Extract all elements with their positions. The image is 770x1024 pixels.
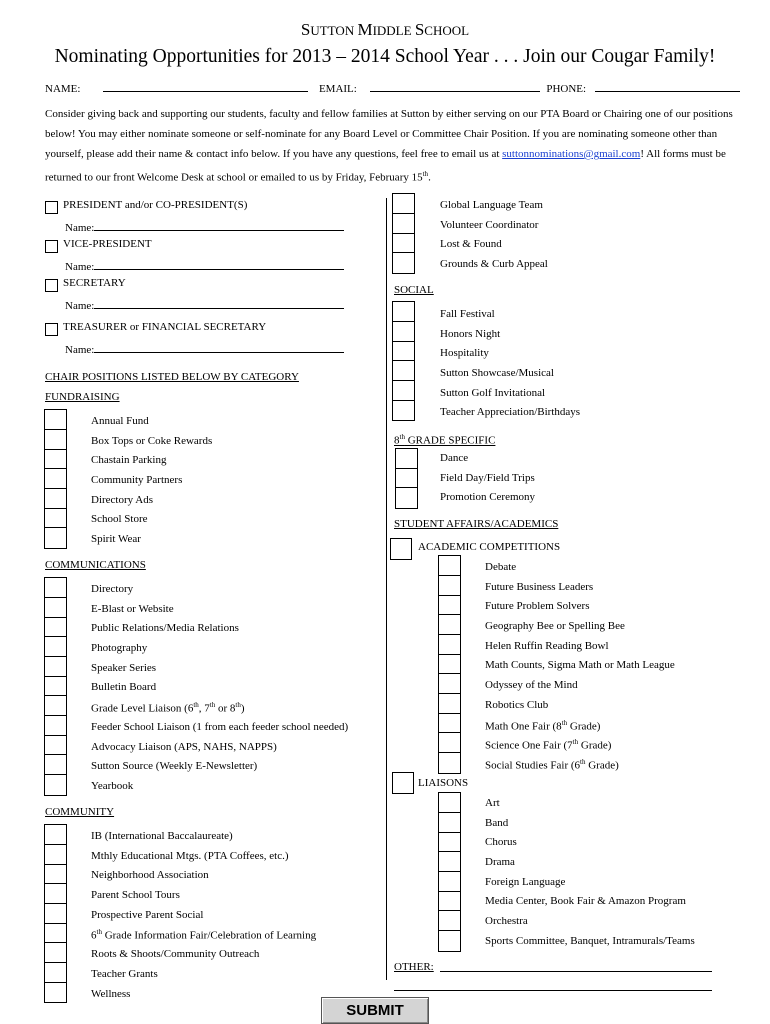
name-field-label: Name:: [65, 222, 95, 234]
list-item: Feeder School Liaison (1 from each feeder school needed): [91, 720, 349, 733]
list-item: Directory: [91, 583, 134, 595]
column-divider: [386, 198, 387, 980]
list-item: Art: [485, 797, 500, 809]
list-item: Box Tops or Coke Rewards: [91, 434, 213, 447]
school-title-part: S: [414, 20, 425, 39]
eighth-grade-heading: [394, 433, 495, 447]
list-item: Wellness: [91, 987, 131, 1000]
liaisons-label: LIAISONS: [418, 777, 469, 789]
eighth-grade-list: [440, 452, 535, 511]
community-list: [91, 830, 316, 1007]
list-item: Robotics Club: [485, 698, 549, 711]
communications-checkbox-column[interactable]: [44, 577, 67, 796]
liaisons-checkbox[interactable]: [392, 772, 414, 794]
list-item: Global Language Team: [440, 199, 543, 211]
list-item: Annual Fund: [91, 415, 149, 427]
list-item: Grounds & Curb Appeal: [440, 258, 548, 271]
vice-president-checkbox[interactable]: [45, 240, 58, 253]
list-item: Public Relations/Media Relations: [91, 622, 239, 635]
list-item: Debate: [485, 561, 517, 573]
list-item: Teacher Appreciation/Birthdays: [440, 406, 581, 419]
list-item: Community Partners: [91, 474, 183, 487]
president-label: PRESIDENT and/or CO-PRESIDENT(S): [63, 199, 248, 211]
list-item: Math Counts, Sigma Math or Math League: [485, 659, 675, 672]
treasurer-label: TREASURER or FINANCIAL SECRETARY: [63, 321, 267, 333]
communications-heading: COMMUNICATIONS: [45, 559, 146, 571]
grade-liaison-text: Grade Level Liaison (6: [91, 702, 194, 715]
list-item: Foreign Language: [485, 875, 566, 888]
competitions-checkbox-column[interactable]: [438, 555, 461, 774]
school-title-part: S: [300, 20, 311, 39]
list-item: Geography Bee or Spelling Bee: [485, 620, 625, 633]
secretary-checkbox[interactable]: [45, 279, 58, 292]
list-item: Parent School Tours: [91, 889, 180, 902]
submit-button[interactable]: SUBMIT: [321, 997, 429, 1024]
list-item: IB (International Baccalaureate): [91, 830, 233, 842]
grade-liaison-sup: th: [193, 701, 199, 710]
vice-president-name-field[interactable]: [65, 258, 344, 273]
grade-liaison-text: ): [240, 702, 245, 715]
list-item: Lost & Found: [440, 238, 502, 251]
list-item: Advocacy Liaison (APS, NAHS, NAPPS): [91, 740, 277, 753]
list-item: Prospective Parent Social: [91, 908, 204, 921]
school-title: [0, 20, 770, 40]
secretary-label: SECRETARY: [63, 277, 126, 289]
name-label: NAME:: [45, 83, 81, 95]
intro-deadline-sup: th: [422, 170, 429, 178]
list-item: Media Center, Book Fair & Amazon Program: [485, 895, 686, 908]
grade-liaison-text: or 8: [215, 702, 236, 715]
intro-paragraph: [45, 104, 735, 188]
list-item: Chorus: [485, 836, 517, 849]
form-subtitle: Nominating Opportunities for 2013 – 2014 School Year . . . Join our Cougar Family!: [54, 46, 716, 67]
fair-text: Grade): [567, 720, 601, 733]
fair-text: Grade): [585, 759, 619, 772]
social-list: [440, 308, 580, 426]
list-item: [91, 928, 316, 948]
list-item: [485, 719, 675, 739]
fair-sup: th: [561, 718, 568, 727]
fundraising-heading: FUNDRAISING: [45, 391, 120, 403]
list-item: Volunteer Coordinator: [440, 218, 539, 231]
list-item: Chastain Parking: [91, 454, 167, 467]
list-item: Bulletin Board: [91, 681, 157, 694]
social-checkbox-column[interactable]: [392, 301, 415, 421]
list-item: Dance: [440, 452, 469, 464]
school-title-part: IDDLE: [372, 23, 415, 38]
competitions-list: [485, 561, 675, 778]
list-item: Yearbook: [91, 779, 134, 792]
email-label: EMAIL:: [318, 83, 357, 95]
top-right-list: [440, 199, 548, 278]
other-label: OTHER:: [394, 961, 434, 973]
school-title-part: CHOOL: [424, 23, 470, 38]
name-field[interactable]: [103, 80, 308, 92]
eighth-grade-heading-sup: th: [399, 433, 405, 441]
list-item: E-Blast or Website: [91, 602, 174, 615]
list-item: Sports Committee, Banquet, Intramurals/Teams: [485, 934, 695, 947]
list-item: Sutton Showcase/Musical: [440, 367, 554, 380]
school-title-part: M: [357, 20, 373, 39]
intro-text: Consider giving back and supporting our students, faculty and fellow families at Sutton by either serving on our PTA Board or Chairing one of our positions below! You may either nominate someone or self-nominate for any Board Level or Committee Chair Position. If you are nominating someone other than yourself, please add their name & contact info below. If you have any questions, feel free to email us at: [45, 108, 733, 160]
list-item: Speaker Series: [91, 661, 157, 674]
nominations-email-link[interactable]: suttonnominations@gmail.com: [502, 148, 641, 160]
intro-deadline-end: .: [428, 171, 431, 184]
eighth-grade-checkbox-column[interactable]: [395, 448, 418, 509]
list-item: Photography: [91, 642, 148, 655]
grade-liaison-sup: th: [209, 701, 216, 710]
other-field-line-2[interactable]: [394, 990, 712, 991]
list-item: [485, 738, 675, 758]
fair-sup: th: [572, 738, 579, 747]
eighth-grade-heading-num: 8: [394, 434, 400, 447]
list-item: Hospitality: [440, 347, 489, 360]
phone-field[interactable]: [595, 80, 740, 92]
list-item: Fall Festival: [440, 308, 495, 320]
social-heading: SOCIAL: [394, 284, 434, 296]
list-item: Future Problem Solvers: [485, 600, 590, 613]
secretary-name-field[interactable]: [65, 297, 344, 312]
fair-text: Science One Fair (7: [485, 739, 573, 752]
name-field-label: Name:: [65, 300, 95, 312]
fair-text: Math One Fair (8: [485, 720, 562, 733]
top-right-checkbox-column[interactable]: [392, 193, 415, 274]
list-item: Teacher Grants: [91, 967, 158, 980]
list-item: Neighborhood Association: [91, 869, 209, 882]
eighth-grade-heading-text: GRADE SPECIFIC: [404, 434, 496, 447]
list-item: School Store: [91, 513, 148, 526]
academic-competitions-label: ACADEMIC COMPETITIONS: [418, 541, 561, 553]
list-item: Sutton Golf Invitational: [440, 386, 546, 399]
president-name-field[interactable]: [65, 219, 344, 234]
community-heading: COMMUNITY: [45, 806, 115, 818]
list-item: Roots & Shoots/Community Outreach: [91, 948, 260, 961]
info-fair-sup: th: [96, 928, 102, 937]
chair-positions-heading: CHAIR POSITIONS LISTED BELOW BY CATEGORY: [45, 371, 299, 383]
fair-sup: th: [580, 757, 586, 766]
treasurer-checkbox[interactable]: [45, 323, 58, 336]
list-item: Odyssey of the Mind: [485, 679, 578, 692]
fundraising-checkbox-column[interactable]: [44, 409, 67, 549]
other-field[interactable]: [440, 971, 712, 972]
list-item: Spirit Wear: [91, 533, 141, 546]
list-item: Drama: [485, 856, 515, 869]
fair-text: Social Studies Fair (6: [485, 759, 581, 772]
list-item: Honors Night: [440, 327, 501, 340]
name-field-label: Name:: [65, 344, 95, 356]
president-checkbox[interactable]: [45, 201, 58, 214]
list-item: Sutton Source (Weekly E-Newsletter): [91, 760, 258, 773]
intro-deadline-text: ! All forms must be returned to our front Welcome Desk at school or emailed to us by Friday, February 15: [45, 148, 726, 184]
list-item: Directory Ads: [91, 493, 154, 506]
name-field-label: Name:: [65, 261, 95, 273]
info-fair-text: 6: [91, 930, 97, 943]
info-fair-text: Grade Information Fair/Celebration of Learning: [101, 930, 317, 943]
liaisons-list: [485, 797, 695, 955]
grade-liaison-sup: th: [235, 701, 241, 710]
contact-fields: [45, 80, 740, 95]
list-item: Future Business Leaders: [485, 580, 594, 593]
treasurer-name-field[interactable]: [65, 341, 344, 356]
phone-label: PHONE:: [546, 83, 587, 95]
list-item: Orchestra: [485, 915, 528, 928]
community-checkbox-column[interactable]: [44, 824, 67, 1003]
vice-president-label: VICE-PRESIDENT: [63, 238, 152, 250]
communications-list: [91, 583, 348, 800]
list-item: Band: [485, 816, 509, 829]
list-item: Field Day/Field Trips: [440, 471, 535, 484]
fundraising-list: [91, 415, 212, 553]
school-title-part: UTTON: [310, 23, 358, 38]
grade-liaison-text: , 7: [198, 702, 210, 715]
list-item: [91, 701, 348, 721]
fair-text: Grade): [578, 739, 612, 752]
list-item: Helen Ruffin Reading Bowl: [485, 639, 609, 652]
student-affairs-heading: STUDENT AFFAIRS/ACADEMICS: [394, 518, 559, 530]
email-field[interactable]: [370, 80, 540, 92]
liaisons-checkbox-column[interactable]: [438, 792, 461, 952]
list-item: [485, 758, 675, 778]
academic-competitions-checkbox[interactable]: [390, 538, 412, 560]
list-item: Promotion Ceremony: [440, 491, 536, 504]
list-item: Mthly Educational Mtgs. (PTA Coffees, etc.): [91, 849, 289, 862]
